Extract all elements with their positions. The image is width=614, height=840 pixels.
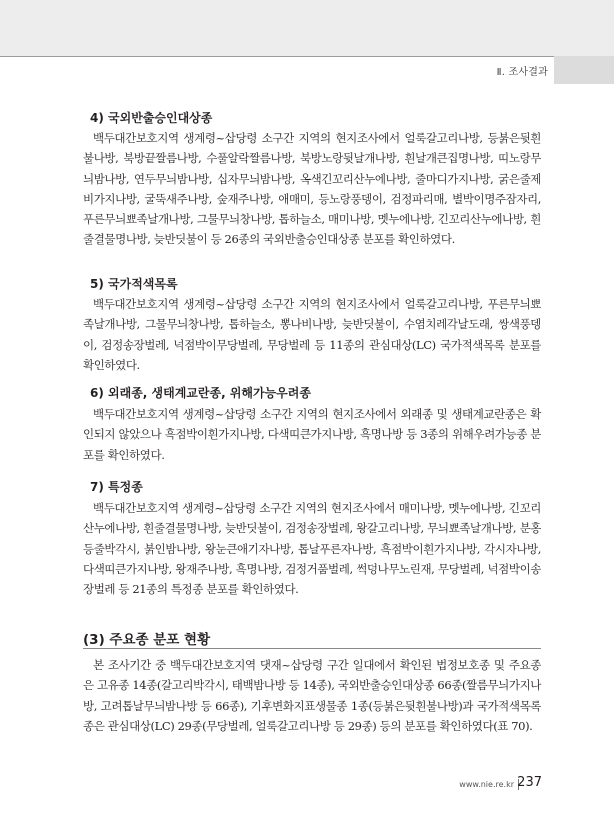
chapter-tab bbox=[554, 56, 614, 84]
heading-red-list: 5) 국가적색목록 bbox=[90, 277, 178, 291]
chapter-label: Ⅱ. 조사결과 bbox=[496, 67, 548, 78]
footer-url: www.nie.re.kr bbox=[459, 780, 514, 789]
header-band bbox=[0, 0, 614, 56]
heading-invasive-species: 6) 외래종, 생태계교란종, 위해가능우려종 bbox=[90, 386, 311, 400]
section-heading-main-species: (3) 주요종 분포 현황 bbox=[83, 632, 211, 648]
heading-export-approval: 4) 국외반출승인대상종 bbox=[90, 111, 213, 125]
paragraph-red-list: 백두대간보호지역 생계령~삽당령 소구간 지역의 현지조사에서 얼룩갈고리나방, 푸른무늬뾰족날개나방, 그물무늬창나방, 톱하늘소, 뽕나비나방, 늦반딧불이, 수염치레각날도래, 쌍색풍뎅이, 검정송장벌레, 넉점박이무당벌레, 무당벌레 등 11종의 관심대상(LC) 국가적색목록 분포를 확인하였다. bbox=[83, 297, 541, 372]
paragraph-main-species: 본 조사기간 중 백두대간보호지역 댓재~삽당령 구간 일대에서 확인된 법정보호종 및 주요종은 고유종 14종(갈고리박각시, 태백밤나방 등 14종), 국외반출승인대상종 66종(짤름무늬가지나방, 고려톱날무늬밤나방 등 66종), 기후변화지표생물종 1종(등붉은뒷흰불나방)과 국가적색목록종은 관심대상(LC) 29종(무당벌레, 얼룩갈고리나방 등 29종) 등의 분포를 확인하였다(표 70). bbox=[83, 658, 541, 733]
paragraph-specific-species: 백두대간보호지역 생계령~삽당령 소구간 지역의 현지조사에서 매미나방, 멧누에나방, 긴꼬리산누에나방, 흰줄결물명나방, 늦반딧불이, 검정송장벌레, 왕갈고리나방, 무늬뾰족날개나방, 분홍등줄박각시, 붉인밤나방, 왕눈큰애기자나방, 톱날푸른자나방, 흑점박이흰가지나방, 각시자나방, 다색띠큰가지나방, 왕재주나방, 흑명나방, 검정거품벌레, 썩덩나무노린재, 무당벌레, 넉점박이송장벌레 등 21종의 특정종 분포를 확인하였다. bbox=[83, 501, 541, 597]
header-rule bbox=[0, 56, 614, 57]
paragraph-export-approval: 백두대간보호지역 생계령~삽당령 소구간 지역의 현지조사에서 얼룩갈고리나방, 등붉은뒷흰불나방, 북방끝짤름나방, 수풀알락짤름나방, 북방노랑뒷날개나방, 흰날개큰집명나방, 띠노랑무늬밤나방, 연두무늬밤나방, 십자무늬밤나방, 옥색긴꼬리산누에나방, 줄마디가지나방, 굵은줄제비가지나방, 굴뚝새주나방, 숲재주나방, 애매미, 등노랑풍뎅이, 검정파리매, 별박이명주잠자리, 푸른무늬뾰족날개나방, 그물무늬창나방, 톱하늘소, 매미나방, 멧누에나방, 긴꼬리산누에나방, 흰줄결물명나방, 늦반딧불이 등 26종의 국외반출승인대상종 분포를 확인하였다. bbox=[83, 131, 541, 247]
page-number: 237 bbox=[517, 775, 542, 790]
paragraph-invasive-species: 백두대간보호지역 생계령~삽당령 소구간 지역의 현지조사에서 외래종 및 생태계교란종은 확인되지 않았으나 흑점박이흰가지나방, 다색띠큰가지나방, 흑명나방 등 3종의 위해우려가능종 분포를 확인하였다. bbox=[83, 407, 541, 462]
section-rule bbox=[83, 648, 541, 649]
heading-specific-species: 7) 특정종 bbox=[90, 480, 143, 494]
